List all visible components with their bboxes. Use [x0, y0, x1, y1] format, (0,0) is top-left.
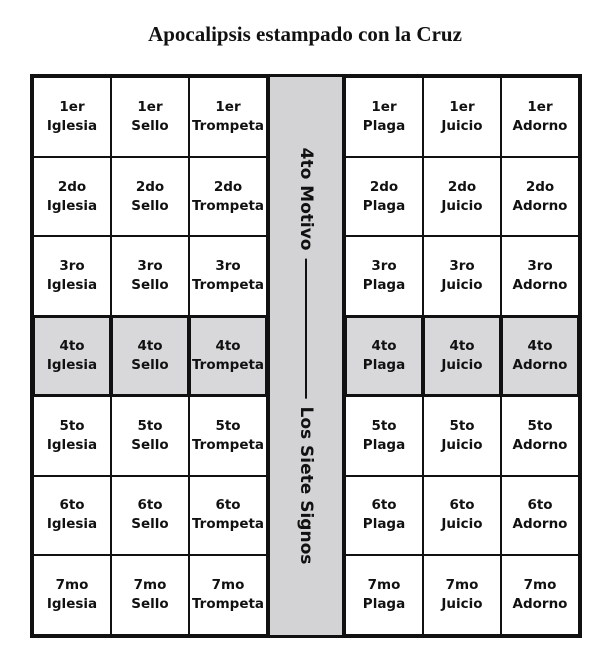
cell-label: Juicio — [441, 596, 483, 613]
cell-ordinal: 3ro — [527, 258, 553, 275]
cell-ordinal: 1er — [59, 98, 85, 115]
cell-ordinal: 2do — [57, 178, 87, 195]
left-cell-sello-5 — [111, 396, 189, 476]
cell-label: Iglesia — [46, 356, 98, 373]
left-grid — [33, 77, 267, 635]
cell-ordinal: 1er — [371, 98, 397, 115]
cell-ordinal: 3ro — [449, 258, 475, 275]
right-cell-plaga-7 — [345, 555, 423, 635]
cell-label: Juicio — [441, 117, 483, 134]
cell-label: Juicio — [441, 277, 483, 294]
cell-ordinal: 1er — [137, 98, 163, 115]
cell-label: Iglesia — [46, 516, 98, 533]
center-band — [267, 77, 345, 635]
cell-label: Juicio — [441, 197, 483, 214]
left-cell-iglesia-4 — [33, 316, 111, 396]
left-cell-iglesia-7 — [33, 555, 111, 635]
cell-label: Plaga — [362, 596, 406, 613]
cell-label: Plaga — [362, 356, 406, 373]
cell-label: Iglesia — [46, 197, 98, 214]
cell-ordinal: 4to — [215, 337, 241, 354]
cell-ordinal: 4to — [527, 337, 553, 354]
cell-label: Adorno — [512, 356, 568, 373]
cell-label: Sello — [131, 277, 169, 294]
left-cell-sello-6 — [111, 476, 189, 556]
right-cell-plaga-5 — [345, 396, 423, 476]
left-cell-trompeta-5 — [189, 396, 267, 476]
cell-label: Sello — [131, 117, 169, 134]
cell-label: Juicio — [441, 436, 483, 453]
cell-ordinal: 6to — [527, 497, 553, 514]
right-cell-adorno-2 — [501, 157, 579, 237]
right-cell-plaga-6 — [345, 476, 423, 556]
cell-label: Adorno — [512, 117, 568, 134]
cell-label: Juicio — [441, 516, 483, 533]
cell-label: Iglesia — [46, 277, 98, 294]
cell-label: Iglesia — [46, 117, 98, 134]
cell-ordinal: 6to — [137, 497, 163, 514]
right-cell-juicio-7 — [423, 555, 501, 635]
cell-ordinal: 5to — [527, 417, 553, 434]
right-cell-plaga-2 — [345, 157, 423, 237]
cell-ordinal: 5to — [215, 417, 241, 434]
right-cell-plaga-3 — [345, 236, 423, 316]
right-cell-juicio-5 — [423, 396, 501, 476]
right-cell-adorno-6 — [501, 476, 579, 556]
cell-ordinal: 1er — [449, 98, 475, 115]
cell-ordinal: 6to — [449, 497, 475, 514]
right-cell-adorno-1 — [501, 77, 579, 157]
cell-label: Adorno — [512, 596, 568, 613]
cell-label: Trompeta — [191, 117, 265, 134]
cell-ordinal: 2do — [369, 178, 399, 195]
right-cell-juicio-1 — [423, 77, 501, 157]
cell-ordinal: 7mo — [523, 577, 557, 594]
cell-label: Sello — [131, 516, 169, 533]
right-cell-adorno-5 — [501, 396, 579, 476]
left-cell-sello-1 — [111, 77, 189, 157]
left-cell-iglesia-3 — [33, 236, 111, 316]
cell-ordinal: 1er — [215, 98, 241, 115]
center-label — [296, 148, 316, 565]
cell-ordinal: 5to — [371, 417, 397, 434]
cell-label: Trompeta — [191, 277, 265, 294]
cell-ordinal: 7mo — [211, 577, 245, 594]
left-cell-trompeta-1 — [189, 77, 267, 157]
page-title: Apocalipsis estampado con la Cruz — [148, 22, 462, 46]
center-dash-line — [305, 259, 307, 399]
cell-ordinal: 7mo — [55, 577, 89, 594]
center-bottom-text: Los Siete Signos — [296, 406, 316, 565]
cell-label: Sello — [131, 596, 169, 613]
cell-ordinal: 5to — [137, 417, 163, 434]
right-cell-juicio-3 — [423, 236, 501, 316]
cell-label: Adorno — [512, 197, 568, 214]
left-cell-trompeta-7 — [189, 555, 267, 635]
center-top-text: 4to Motivo — [296, 147, 316, 251]
cell-label: Trompeta — [191, 197, 265, 214]
left-cell-sello-3 — [111, 236, 189, 316]
right-cell-adorno-3 — [501, 236, 579, 316]
cell-label: Trompeta — [191, 356, 265, 373]
right-cell-juicio-4 — [423, 316, 501, 396]
cell-ordinal: 4to — [371, 337, 397, 354]
cell-ordinal: 3ro — [59, 258, 85, 275]
cell-ordinal: 7mo — [367, 577, 401, 594]
cell-label: Plaga — [362, 516, 406, 533]
cell-label: Sello — [131, 436, 169, 453]
cell-ordinal: 7mo — [445, 577, 479, 594]
cell-ordinal: 2do — [213, 178, 243, 195]
cell-label: Plaga — [362, 197, 406, 214]
cell-ordinal: 5to — [449, 417, 475, 434]
cell-label: Plaga — [362, 277, 406, 294]
cell-label: Plaga — [362, 436, 406, 453]
cell-ordinal: 2do — [447, 178, 477, 195]
right-cell-adorno-7 — [501, 555, 579, 635]
cell-label: Iglesia — [46, 596, 98, 613]
cell-label: Juicio — [441, 356, 483, 373]
cell-ordinal: 4to — [137, 337, 163, 354]
cell-label: Sello — [131, 197, 169, 214]
right-cell-juicio-2 — [423, 157, 501, 237]
left-cell-sello-7 — [111, 555, 189, 635]
cell-label: Sello — [131, 356, 169, 373]
cell-label: Adorno — [512, 516, 568, 533]
left-cell-sello-2 — [111, 157, 189, 237]
cell-ordinal: 6to — [215, 497, 241, 514]
cell-label: Plaga — [362, 117, 406, 134]
cell-ordinal: 6to — [371, 497, 397, 514]
left-cell-trompeta-3 — [189, 236, 267, 316]
right-cell-plaga-1 — [345, 77, 423, 157]
left-cell-trompeta-2 — [189, 157, 267, 237]
left-cell-iglesia-1 — [33, 77, 111, 157]
left-cell-iglesia-6 — [33, 476, 111, 556]
cell-ordinal: 4to — [449, 337, 475, 354]
cell-label: Adorno — [512, 436, 568, 453]
left-cell-trompeta-6 — [189, 476, 267, 556]
cell-ordinal: 2do — [525, 178, 555, 195]
left-cell-iglesia-5 — [33, 396, 111, 476]
cell-ordinal: 6to — [59, 497, 85, 514]
left-cell-sello-4 — [111, 316, 189, 396]
cell-ordinal: 2do — [135, 178, 165, 195]
cell-label: Trompeta — [191, 436, 265, 453]
cell-ordinal: 5to — [59, 417, 85, 434]
cell-ordinal: 4to — [59, 337, 85, 354]
cell-ordinal: 1er — [527, 98, 553, 115]
cross-diagram — [30, 74, 582, 638]
right-cell-juicio-6 — [423, 476, 501, 556]
right-cell-adorno-4 — [501, 316, 579, 396]
cell-ordinal: 3ro — [137, 258, 163, 275]
right-grid — [345, 77, 579, 635]
cell-ordinal: 3ro — [371, 258, 397, 275]
cell-ordinal: 7mo — [133, 577, 167, 594]
left-cell-trompeta-4 — [189, 316, 267, 396]
right-cell-plaga-4 — [345, 316, 423, 396]
cell-label: Trompeta — [191, 596, 265, 613]
cell-ordinal: 3ro — [215, 258, 241, 275]
cell-label: Trompeta — [191, 516, 265, 533]
left-cell-iglesia-2 — [33, 157, 111, 237]
cell-label: Iglesia — [46, 436, 98, 453]
cell-label: Adorno — [512, 277, 568, 294]
